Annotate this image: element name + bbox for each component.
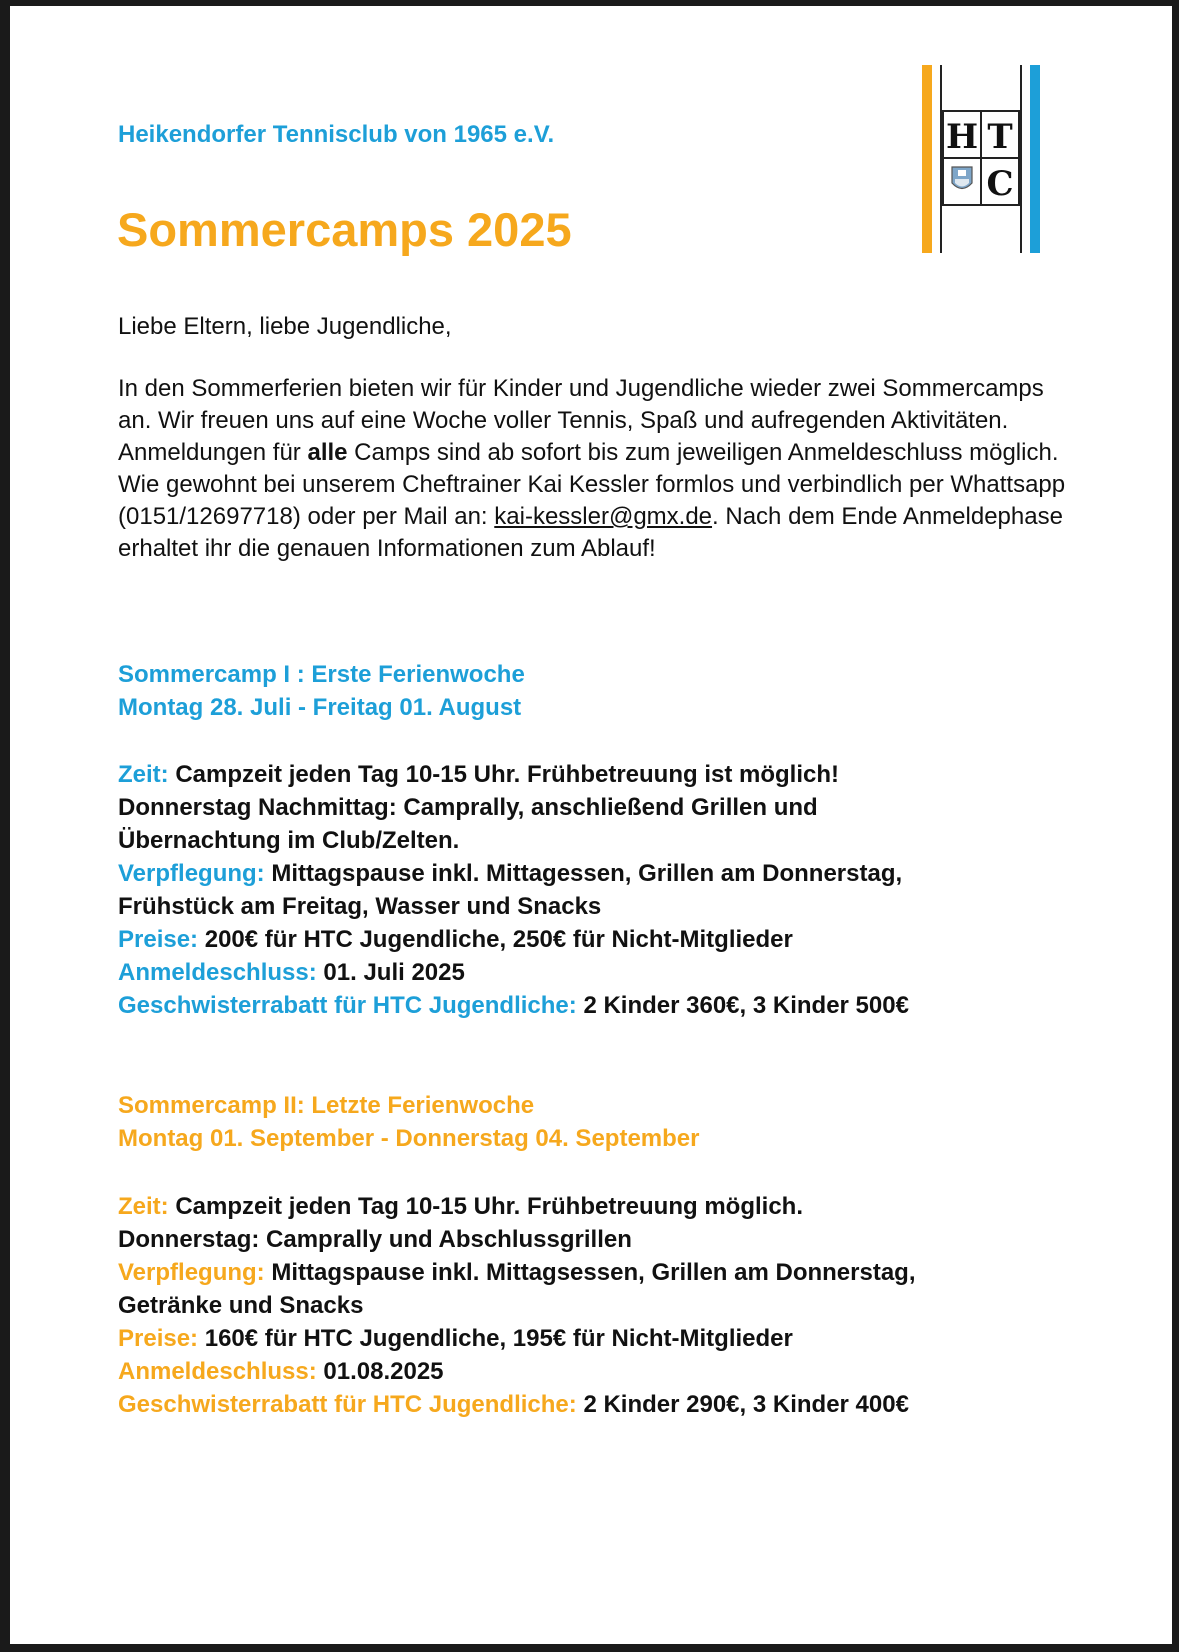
camp1-rabatt-label: Geschwisterrabatt für HTC Jugendliche: [118, 992, 577, 1019]
camp2-verpflegung-label: Verpflegung: [118, 1259, 265, 1286]
camp2-dates: Montag 01. September - Donnerstag 04. September [118, 1125, 700, 1152]
crest-icon [952, 167, 972, 189]
camp1-zeit-label: Zeit: [118, 761, 169, 788]
camp2-verpflegung-line2: Getränke und Snacks [118, 1292, 364, 1319]
camp2-anmeldeschluss-label: Anmeldeschluss: [118, 1358, 317, 1385]
greeting: Liebe Eltern, liebe Jugendliche, [118, 313, 452, 340]
camp2-zeit-value: Campzeit jeden Tag 10-15 Uhr. Frühbetreuung möglich. [175, 1193, 803, 1220]
camp2-zeit-line2: Donnerstag: Camprally und Abschlussgrillen [118, 1226, 632, 1253]
camp1-anmeldeschluss-value: 01. Juli 2025 [323, 959, 465, 986]
camp1-verpflegung-line2: Frühstück am Freitag, Wasser und Snacks [118, 893, 602, 920]
bold-alle: alle [307, 439, 348, 466]
camp2-anmeldeschluss-value: 01.08.2025 [323, 1358, 444, 1385]
camp1-zeit-line3: Übernachtung im Club/Zelten. [118, 827, 460, 854]
camp1-dates: Montag 28. Juli - Freitag 01. August [118, 694, 522, 721]
camp2-rabatt-value: 2 Kinder 290€, 3 Kinder 400€ [583, 1391, 909, 1418]
logo-rail-right [1020, 65, 1022, 253]
page-title: Sommercamps 2025 [117, 203, 572, 256]
logo-letter-c: C [986, 164, 1014, 204]
logo-rail-left [940, 65, 942, 253]
camp1-zeit-line2: Donnerstag Nachmittag: Camprally, anschließend Grillen und [118, 794, 818, 821]
camp2-preise-value: 160€ für HTC Jugendliche, 195€ für Nicht-Mitglieder [204, 1325, 793, 1352]
camp1-verpflegung-label: Verpflegung: [118, 860, 265, 887]
htc-logo [922, 61, 1040, 257]
logo-orange-bar [922, 65, 932, 253]
camp1-details [118, 758, 1118, 1022]
logo-letter-t: T [987, 117, 1013, 157]
camp1-preise-value: 200€ für HTC Jugendliche, 250€ für Nicht-Mitglieder [204, 926, 793, 953]
club-name: Heikendorfer Tennisclub von 1965 e.V. [118, 121, 555, 148]
intro-paragraph: In den Sommerferien bieten wir für Kinder und Jugendliche wieder zwei Sommercamps an. Wir freuen uns auf eine Woche voller Tennis, Spaß und aufregenden Aktivitäten. Anmeldungen für alle Camps sind ab sofort bis zum jeweiligen Anmeldeschluss möglich. Wie gewohnt bei unserem Cheftrainer Kai Kessler formlos und verbindlich per Whattsapp (0151/12697718) oder per Mail an: kai-kessler@gmx.de. Nach dem Ende Anmeldephase erhaltet ihr die genauen Informationen zum Ablauf! [118, 375, 1066, 562]
camp1-title: Sommercamp I : Erste Ferienwoche [118, 661, 525, 688]
camp1-anmeldeschluss-label: Anmeldeschluss: [118, 959, 317, 986]
camp1-rabatt-value: 2 Kinder 360€, 3 Kinder 500€ [583, 992, 909, 1019]
document-page [10, 6, 1172, 1644]
email-link[interactable]: kai-kessler@gmx.de [494, 503, 713, 530]
camp2-verpflegung-value: Mittagspause inkl. Mittagsessen, Grillen am Donnerstag, [271, 1259, 916, 1286]
logo-blue-bar [1030, 65, 1040, 253]
logo-letter-h: H [945, 117, 979, 157]
camp2-rabatt-label: Geschwisterrabatt für HTC Jugendliche: [118, 1391, 577, 1418]
camp2-title: Sommercamp II: Letzte Ferienwoche [118, 1092, 535, 1119]
camp1-zeit-value: Campzeit jeden Tag 10-15 Uhr. Frühbetreuung ist möglich! [175, 761, 839, 788]
camp2-details [118, 1190, 1118, 1421]
camp2-zeit-label: Zeit: [118, 1193, 169, 1220]
camp2-preise-label: Preise: [118, 1325, 199, 1352]
camp1-heading [118, 658, 525, 724]
camp1-preise-label: Preise: [118, 926, 199, 953]
camp2-heading [118, 1089, 699, 1155]
camp1-verpflegung-value: Mittagspause inkl. Mittagessen, Grillen am Donnerstag, [271, 860, 903, 887]
